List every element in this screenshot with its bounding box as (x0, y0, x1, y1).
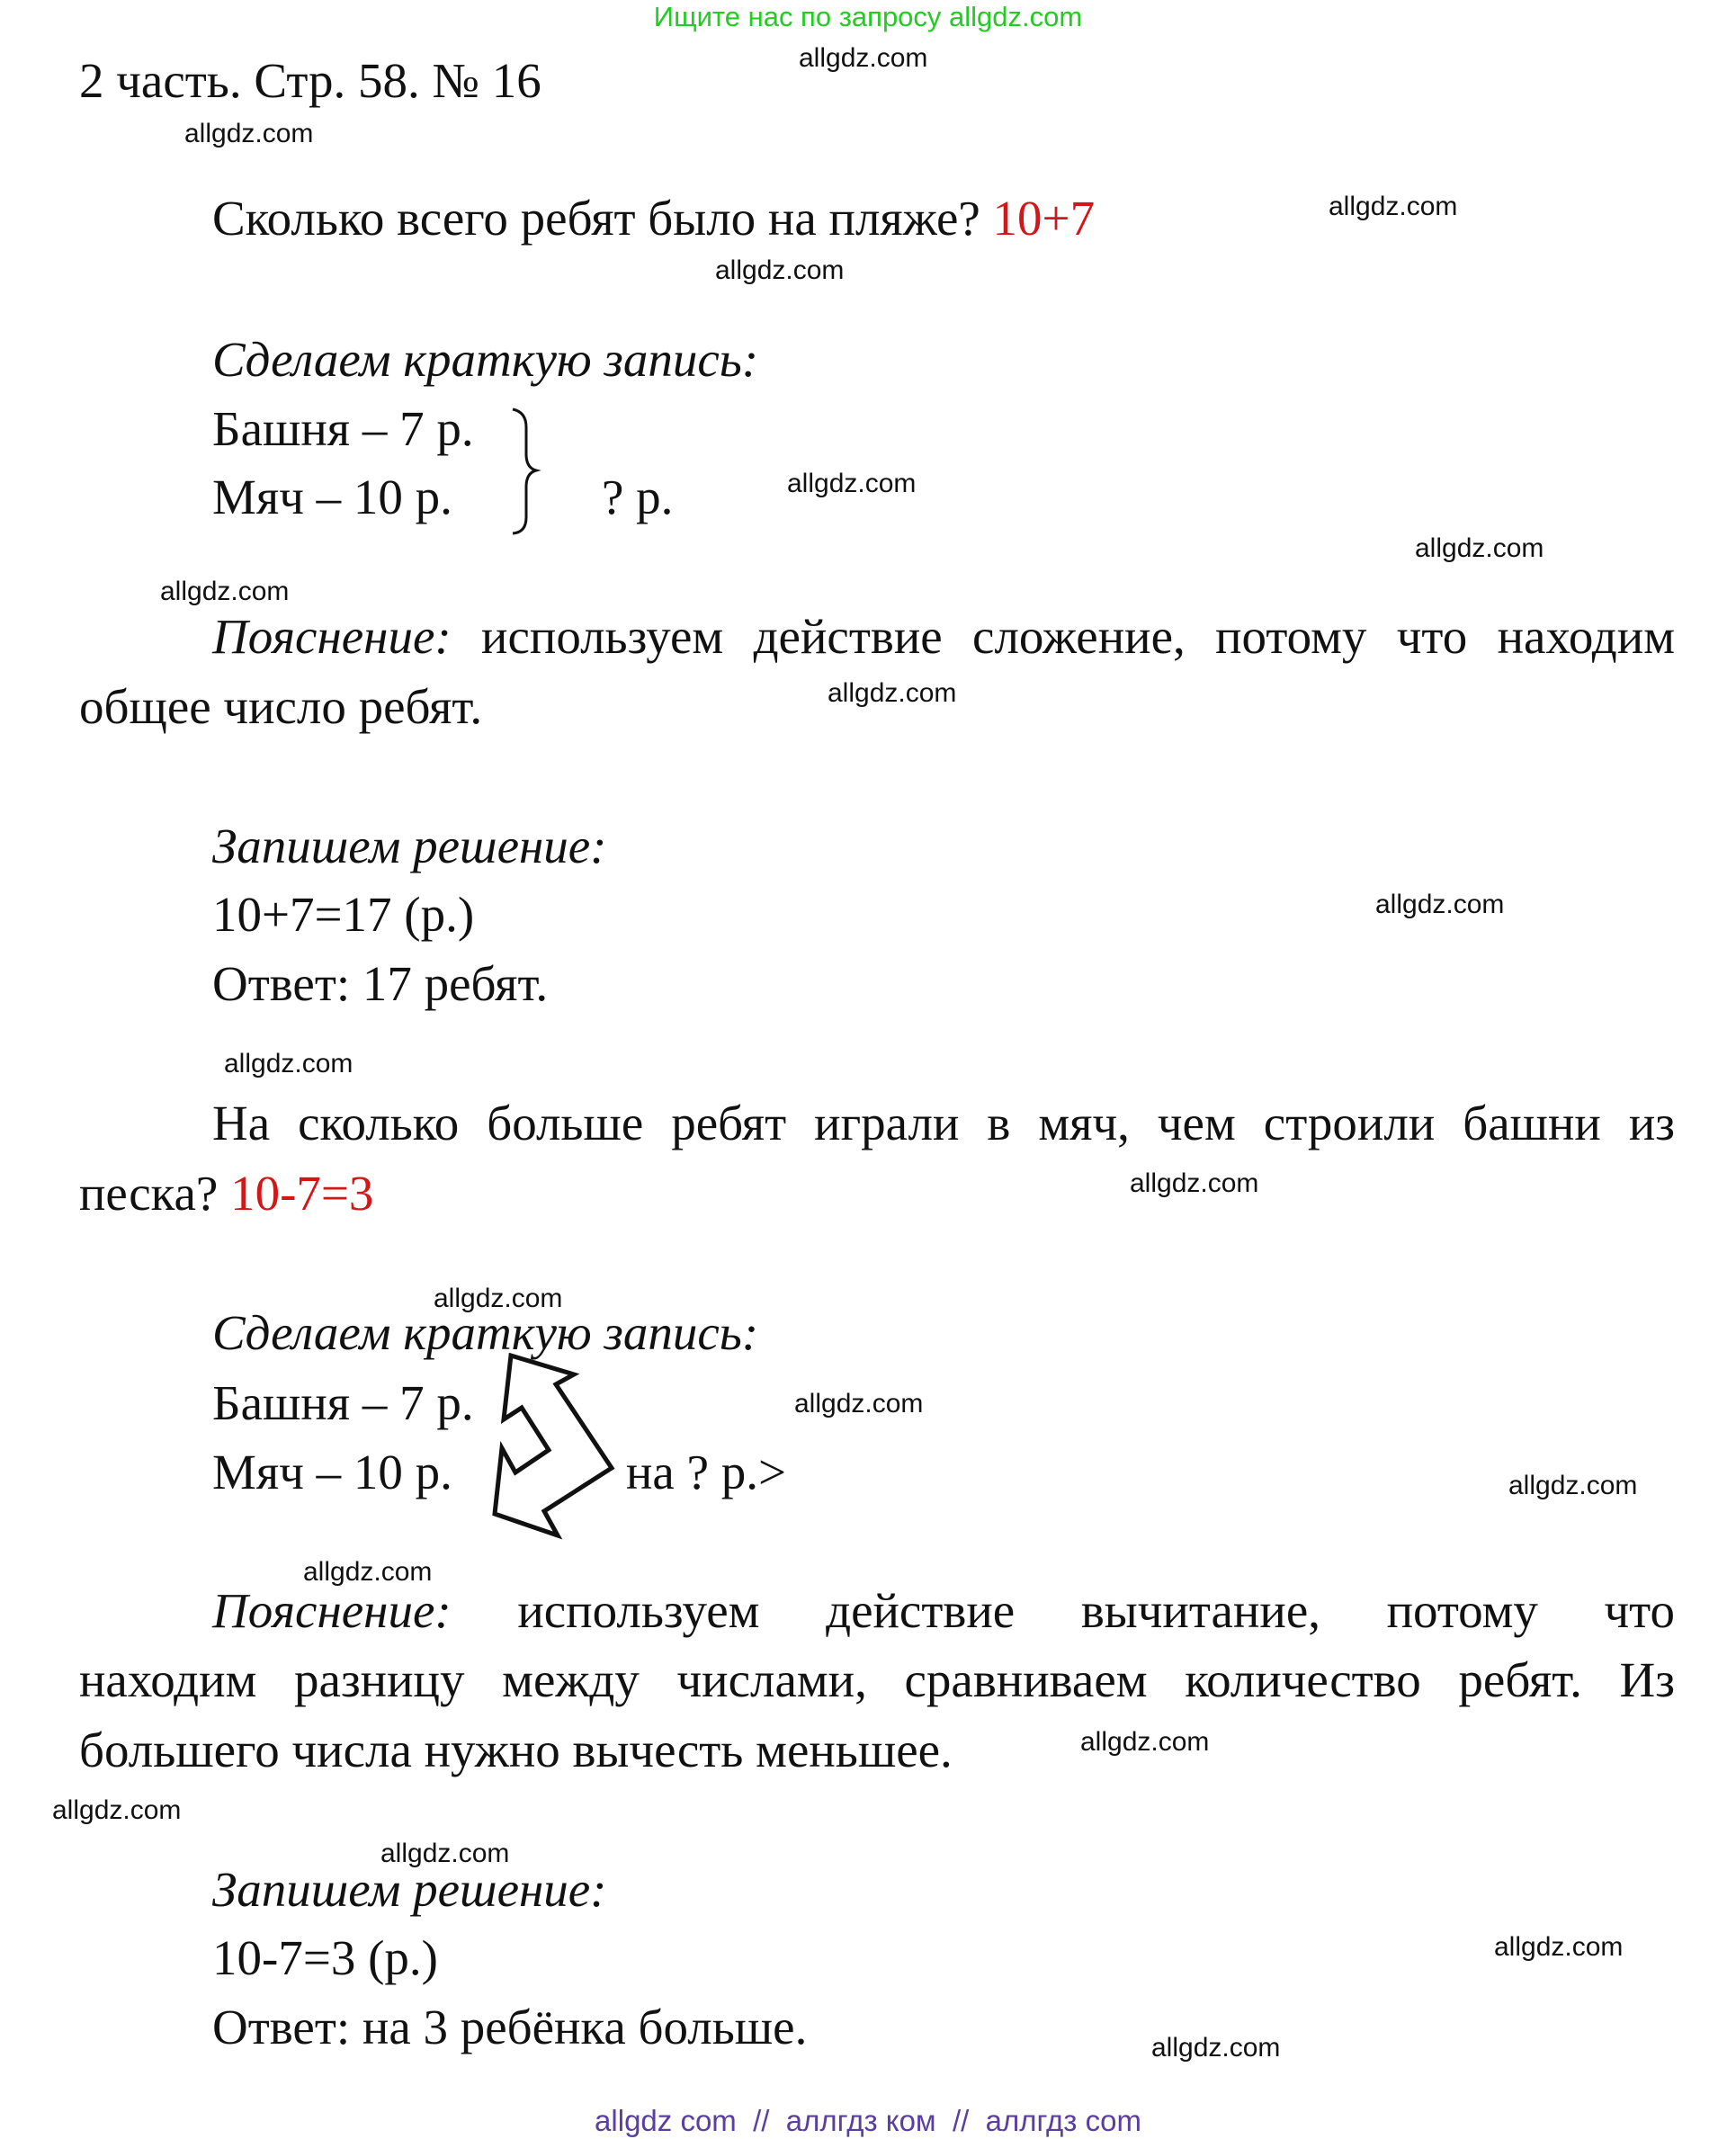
curly-brace-icon (513, 409, 536, 533)
solution-2: 10-7=3 (р.) (212, 1930, 438, 1985)
watermark: allgdz.com (52, 1795, 182, 1825)
watermark: allgdz.com (184, 119, 314, 148)
solution-1: 10+7=17 (р.) (212, 887, 475, 942)
short-note-label-1: Сделаем краткую запись: (212, 332, 759, 387)
explanation-label: Пояснение: (212, 1583, 452, 1638)
note-row-tower-1: Башня – 7 р. (212, 401, 474, 456)
watermark: allgdz.com (794, 1389, 924, 1419)
watermark: allgdz.com (224, 1049, 353, 1078)
watermark: allgdz.com (1130, 1168, 1259, 1198)
answer-1: Ответ: 17 ребят. (212, 956, 549, 1011)
comparison-arrow-icon (495, 1356, 612, 1535)
watermark: allgdz.com (303, 1557, 433, 1587)
watermark: allgdz.com (1494, 1932, 1624, 1962)
watermark: allgdz.com (1375, 890, 1505, 919)
watermark: allgdz.com (1329, 192, 1458, 221)
explanation-text: используем действие сложение, потому что находим (451, 609, 1675, 664)
watermark: allgdz.com (828, 678, 957, 708)
question-1-text: Сколько всего ребят было на пляже? (212, 191, 993, 246)
question-2-text: песка? (79, 1166, 231, 1221)
note-question-2: на ? р.> (626, 1445, 787, 1499)
explanation-1-line2: общее число ребят. (79, 679, 483, 734)
watermark: allgdz.com (160, 577, 290, 606)
solution-label-2: Запишем решение: (212, 1862, 607, 1917)
explanation-2-line3: большего числа нужно вычесть меньшее. (79, 1723, 953, 1777)
note-row-ball-2: Мяч – 10 р. (212, 1445, 452, 1499)
footer-links: allgdz com // аллгдз ком // аллгдз com (595, 2104, 1141, 2137)
question-1-expr: 10+7 (992, 191, 1096, 246)
watermark: allgdz.com (1151, 2033, 1281, 2063)
watermark: allgdz.com (787, 469, 917, 498)
answer-2: Ответ: на 3 ребёнка больше. (212, 2000, 808, 2054)
explanation-label: Пояснение: (212, 609, 452, 664)
question-2-expr: 10-7=3 (230, 1166, 374, 1221)
note-row-tower-2: Башня – 7 р. (212, 1375, 474, 1430)
search-banner: Ищите нас по запросу allgdz.com (653, 1, 1083, 32)
watermark: allgdz.com (799, 43, 928, 73)
solution-label-1: Запишем решение: (212, 819, 607, 873)
explanation-text: используем действие вычитание, потому что (451, 1583, 1675, 1638)
explanation-2-line2: находим разницу между числами, сравниваем количество ребят. Из (79, 1652, 1675, 1707)
note-row-ball-1: Мяч – 10 р. (212, 470, 452, 524)
watermark: allgdz.com (715, 255, 845, 285)
short-note-label-2: Сделаем краткую запись: (212, 1305, 759, 1360)
watermark: allgdz.com (434, 1284, 563, 1313)
question-2-line1: На сколько больше ребят играли в мяч, чем строили башни из (212, 1096, 1675, 1150)
watermark: allgdz.com (1508, 1471, 1638, 1500)
watermark: allgdz.com (1415, 533, 1544, 563)
watermark: allgdz.com (1080, 1727, 1210, 1757)
note-question-1: ? р. (602, 470, 674, 524)
page-title: 2 часть. Стр. 58. № 16 (79, 53, 541, 108)
watermark: allgdz.com (380, 1839, 510, 1868)
